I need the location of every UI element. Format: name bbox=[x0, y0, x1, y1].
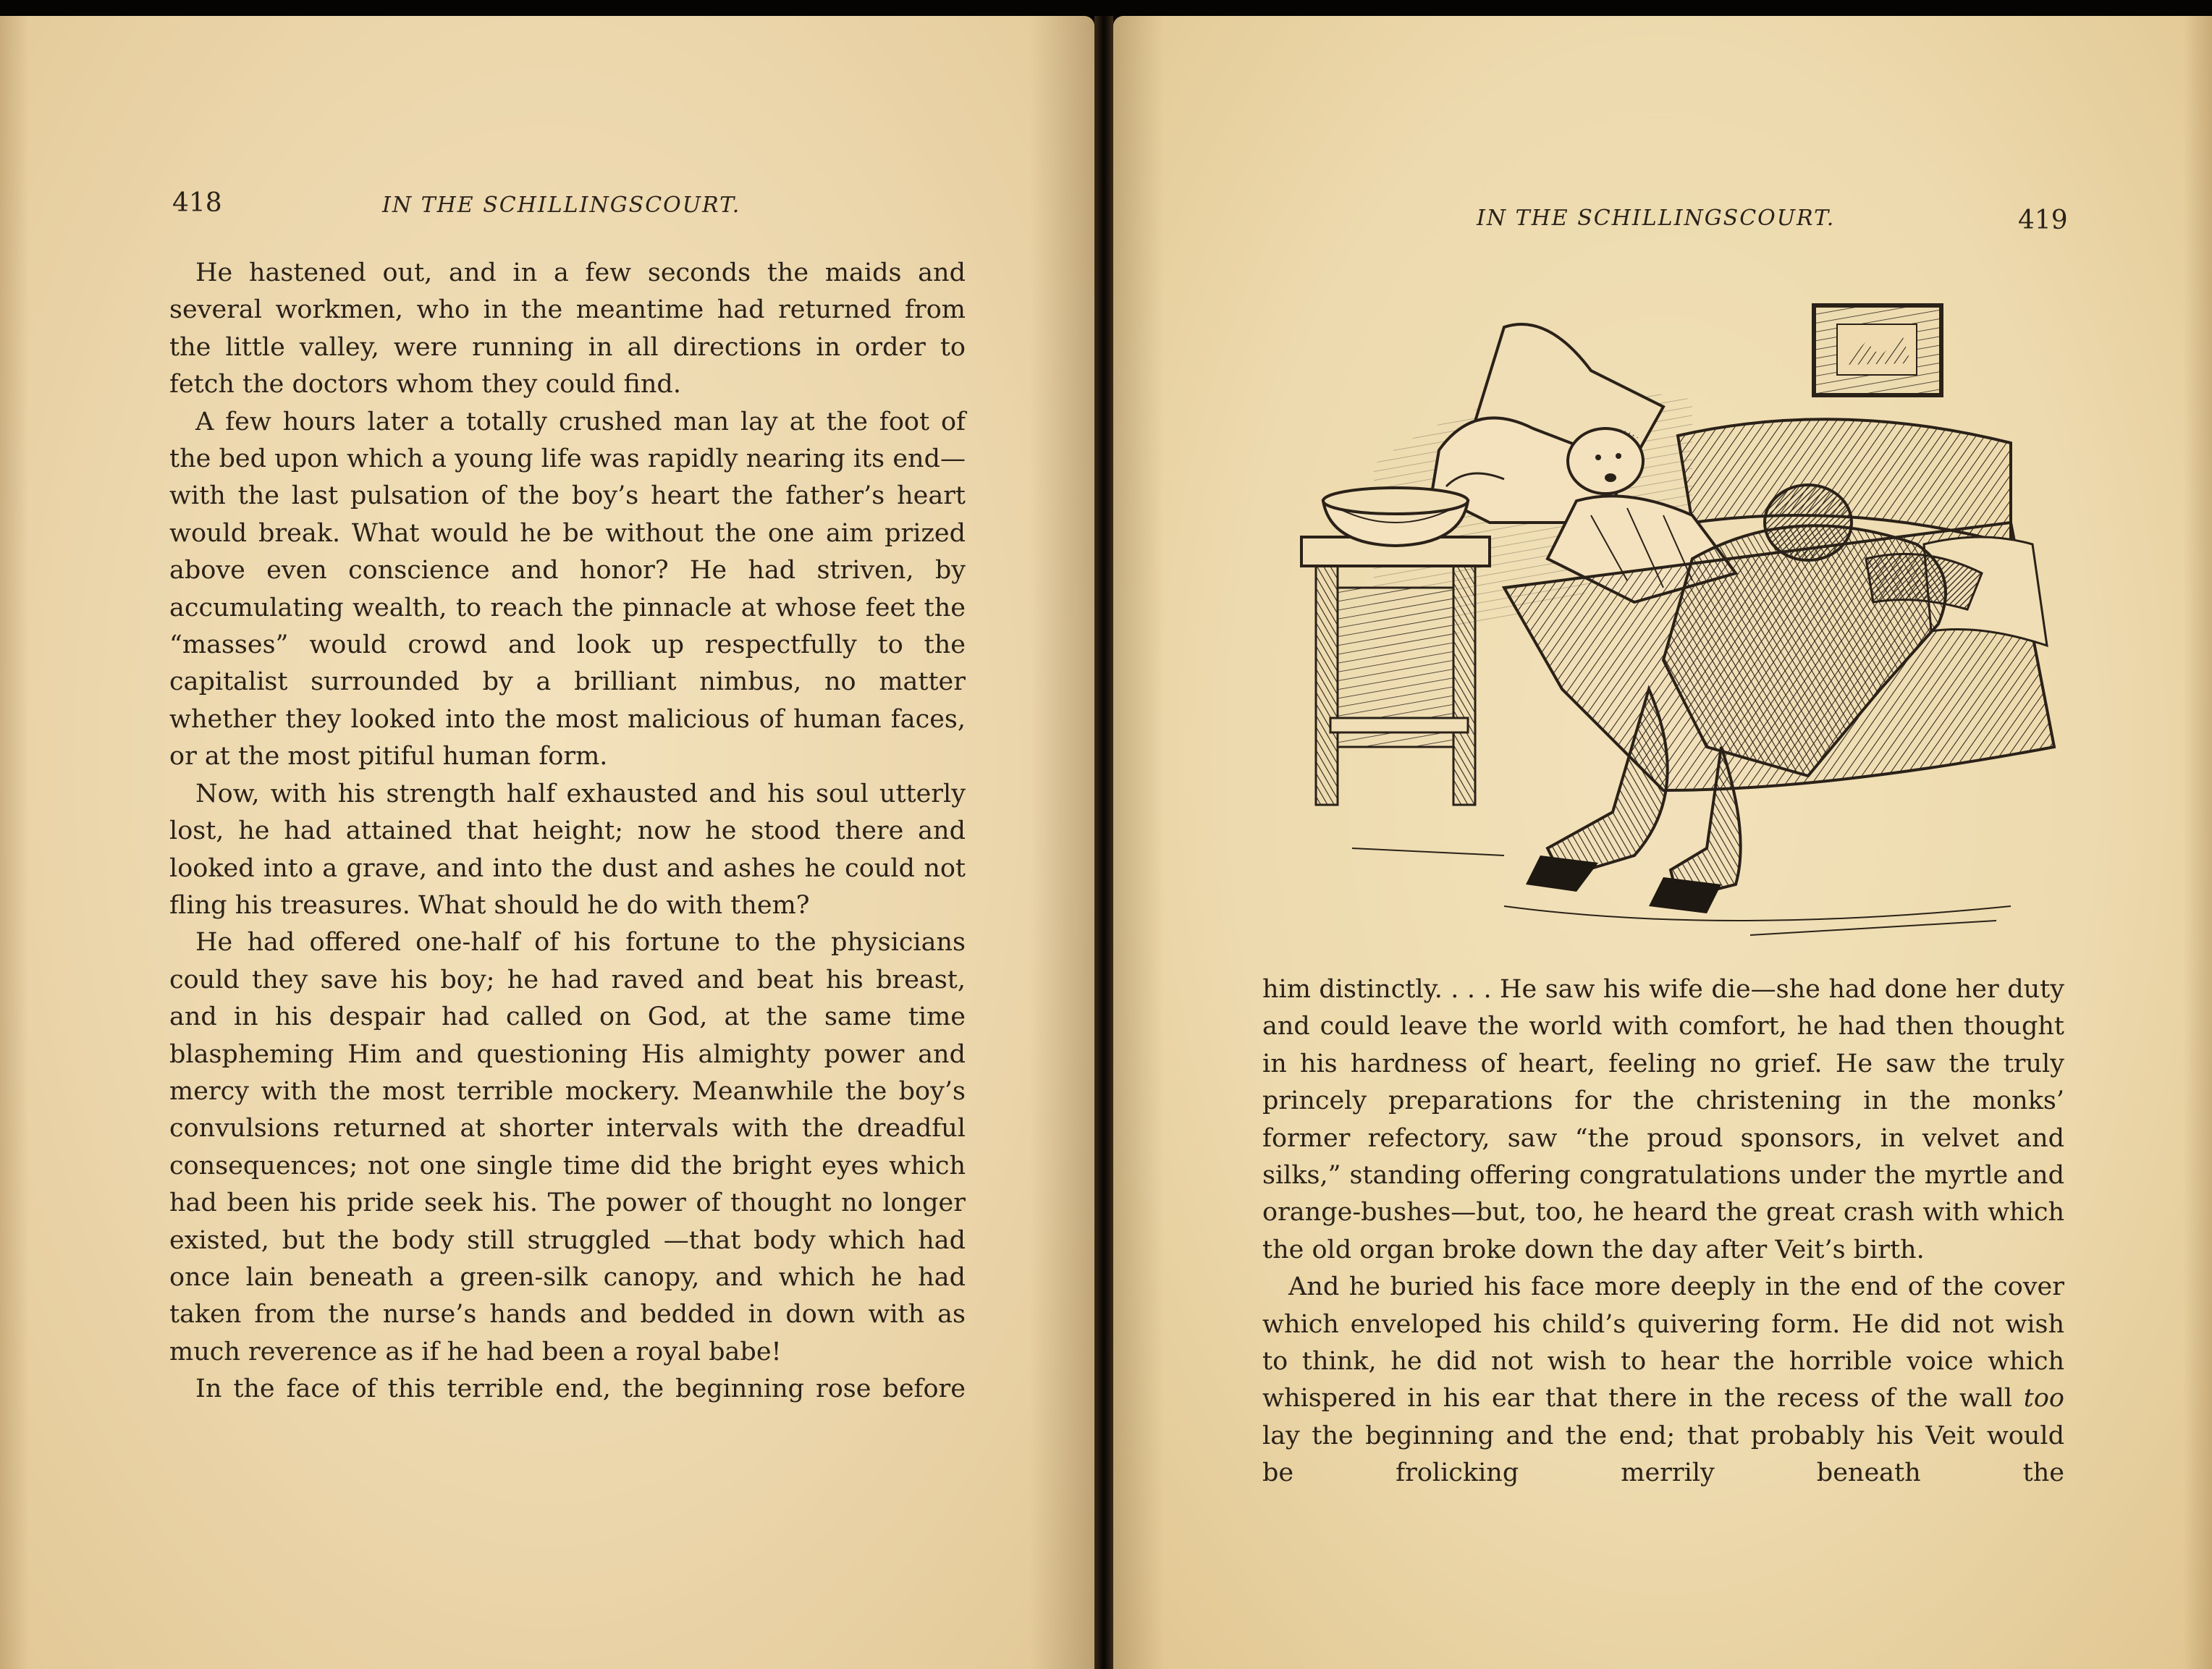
book-gutter bbox=[1094, 16, 1113, 1669]
paragraph: He hastened out, and in a few seconds the maids and several workmen, who in the meantime had returned from the little valley, were running in all directions in order to fetch the doctors whom they could find. bbox=[169, 258, 966, 400]
italic-word: too bbox=[2023, 1384, 2064, 1414]
page-number: 419 bbox=[2018, 206, 2068, 235]
paragraph-text: And he buried his face more deeply in the end of the cover which enveloped his child’s quivering form. He did not wish to think, he did not wish to hear the horrible voice which whispered in his ear that there in the recess of the wall bbox=[1262, 1272, 2064, 1414]
paragraph-text: lay the beginning and the end; that probably his Veit would be frolicking merrily beneath the bbox=[1262, 1421, 2064, 1488]
wall-picture bbox=[1814, 305, 1941, 395]
paragraph: him distinctly. . . . He saw his wife die—she had done her duty and could leave the world with comfort, he had then thought in his hardness of heart, feeling no grief. He saw the truly princely preparations for the christening in the monks’ former refectory, saw “the proud sponsors, in velvet and silks,” standing offering congratulations under the myrtle and orange-bushes—but, too, he heard the great crash with which the old organ broke down the day after Veit’s birth. bbox=[1262, 975, 2064, 1264]
right-body-text bbox=[1262, 971, 2064, 1492]
left-page bbox=[0, 16, 1094, 1669]
running-head: IN THE SCHILLINGSCOURT. bbox=[382, 193, 741, 218]
left-body-text bbox=[169, 255, 966, 1408]
engraving-illustration bbox=[1287, 284, 2105, 964]
page-number: 418 bbox=[172, 188, 222, 218]
paragraph bbox=[1262, 1269, 2064, 1492]
page-edge-shadow bbox=[0, 16, 29, 1669]
paragraph: Now, with his strength half exhausted and his soul utterly lost, he had attained that height; now he stood there and looked into a grave, and into the dust and ashes he could not fling his treasures. What should he do with them? bbox=[169, 779, 966, 920]
page-edge-shadow bbox=[2183, 16, 2212, 1669]
paragraph: A few hours later a totally crushed man lay at the foot of the bed upon which a young life was rapidly nearing its end—with the last pulsation of the boy’s heart the father’s heart would break. What would he be without the one aim prized above even conscience and honor? He had striven, by accumulating wealth, to reach the pinnacle at whose feet the “masses” would crowd and look up respectfully to the capitalist surrounded by a brilliant nimbus, no matter whether they looked into the most malicious of human faces, or at the most pitiful human form. bbox=[169, 407, 966, 772]
paragraph: He had offered one-half of his fortune to the physicians could they save his boy; he had raved and beat his breast, and in his despair had called on God, at the same time blaspheming Him and questioning His almighty power and mercy with the most terrible mockery. Meanwhile the boy’s convulsions returned at shorter intervals with the dreadful consequences; not one single time did the bright eyes which had been his pride seek his. The power of thought no longer existed, but the body still struggled —that body which had once lain beneath a green-silk canopy, and which he had taken from the nurse’s hands and bedded in down with as much reverence as if he had been a royal babe! bbox=[169, 928, 966, 1366]
running-head: IN THE SCHILLINGSCOURT. bbox=[1477, 206, 1836, 231]
gutter-shadow bbox=[1029, 16, 1094, 1669]
gutter-shadow bbox=[1113, 16, 1164, 1669]
right-page bbox=[1113, 16, 2212, 1669]
paragraph: In the face of this terrible end, the beginning rose before bbox=[195, 1374, 966, 1404]
